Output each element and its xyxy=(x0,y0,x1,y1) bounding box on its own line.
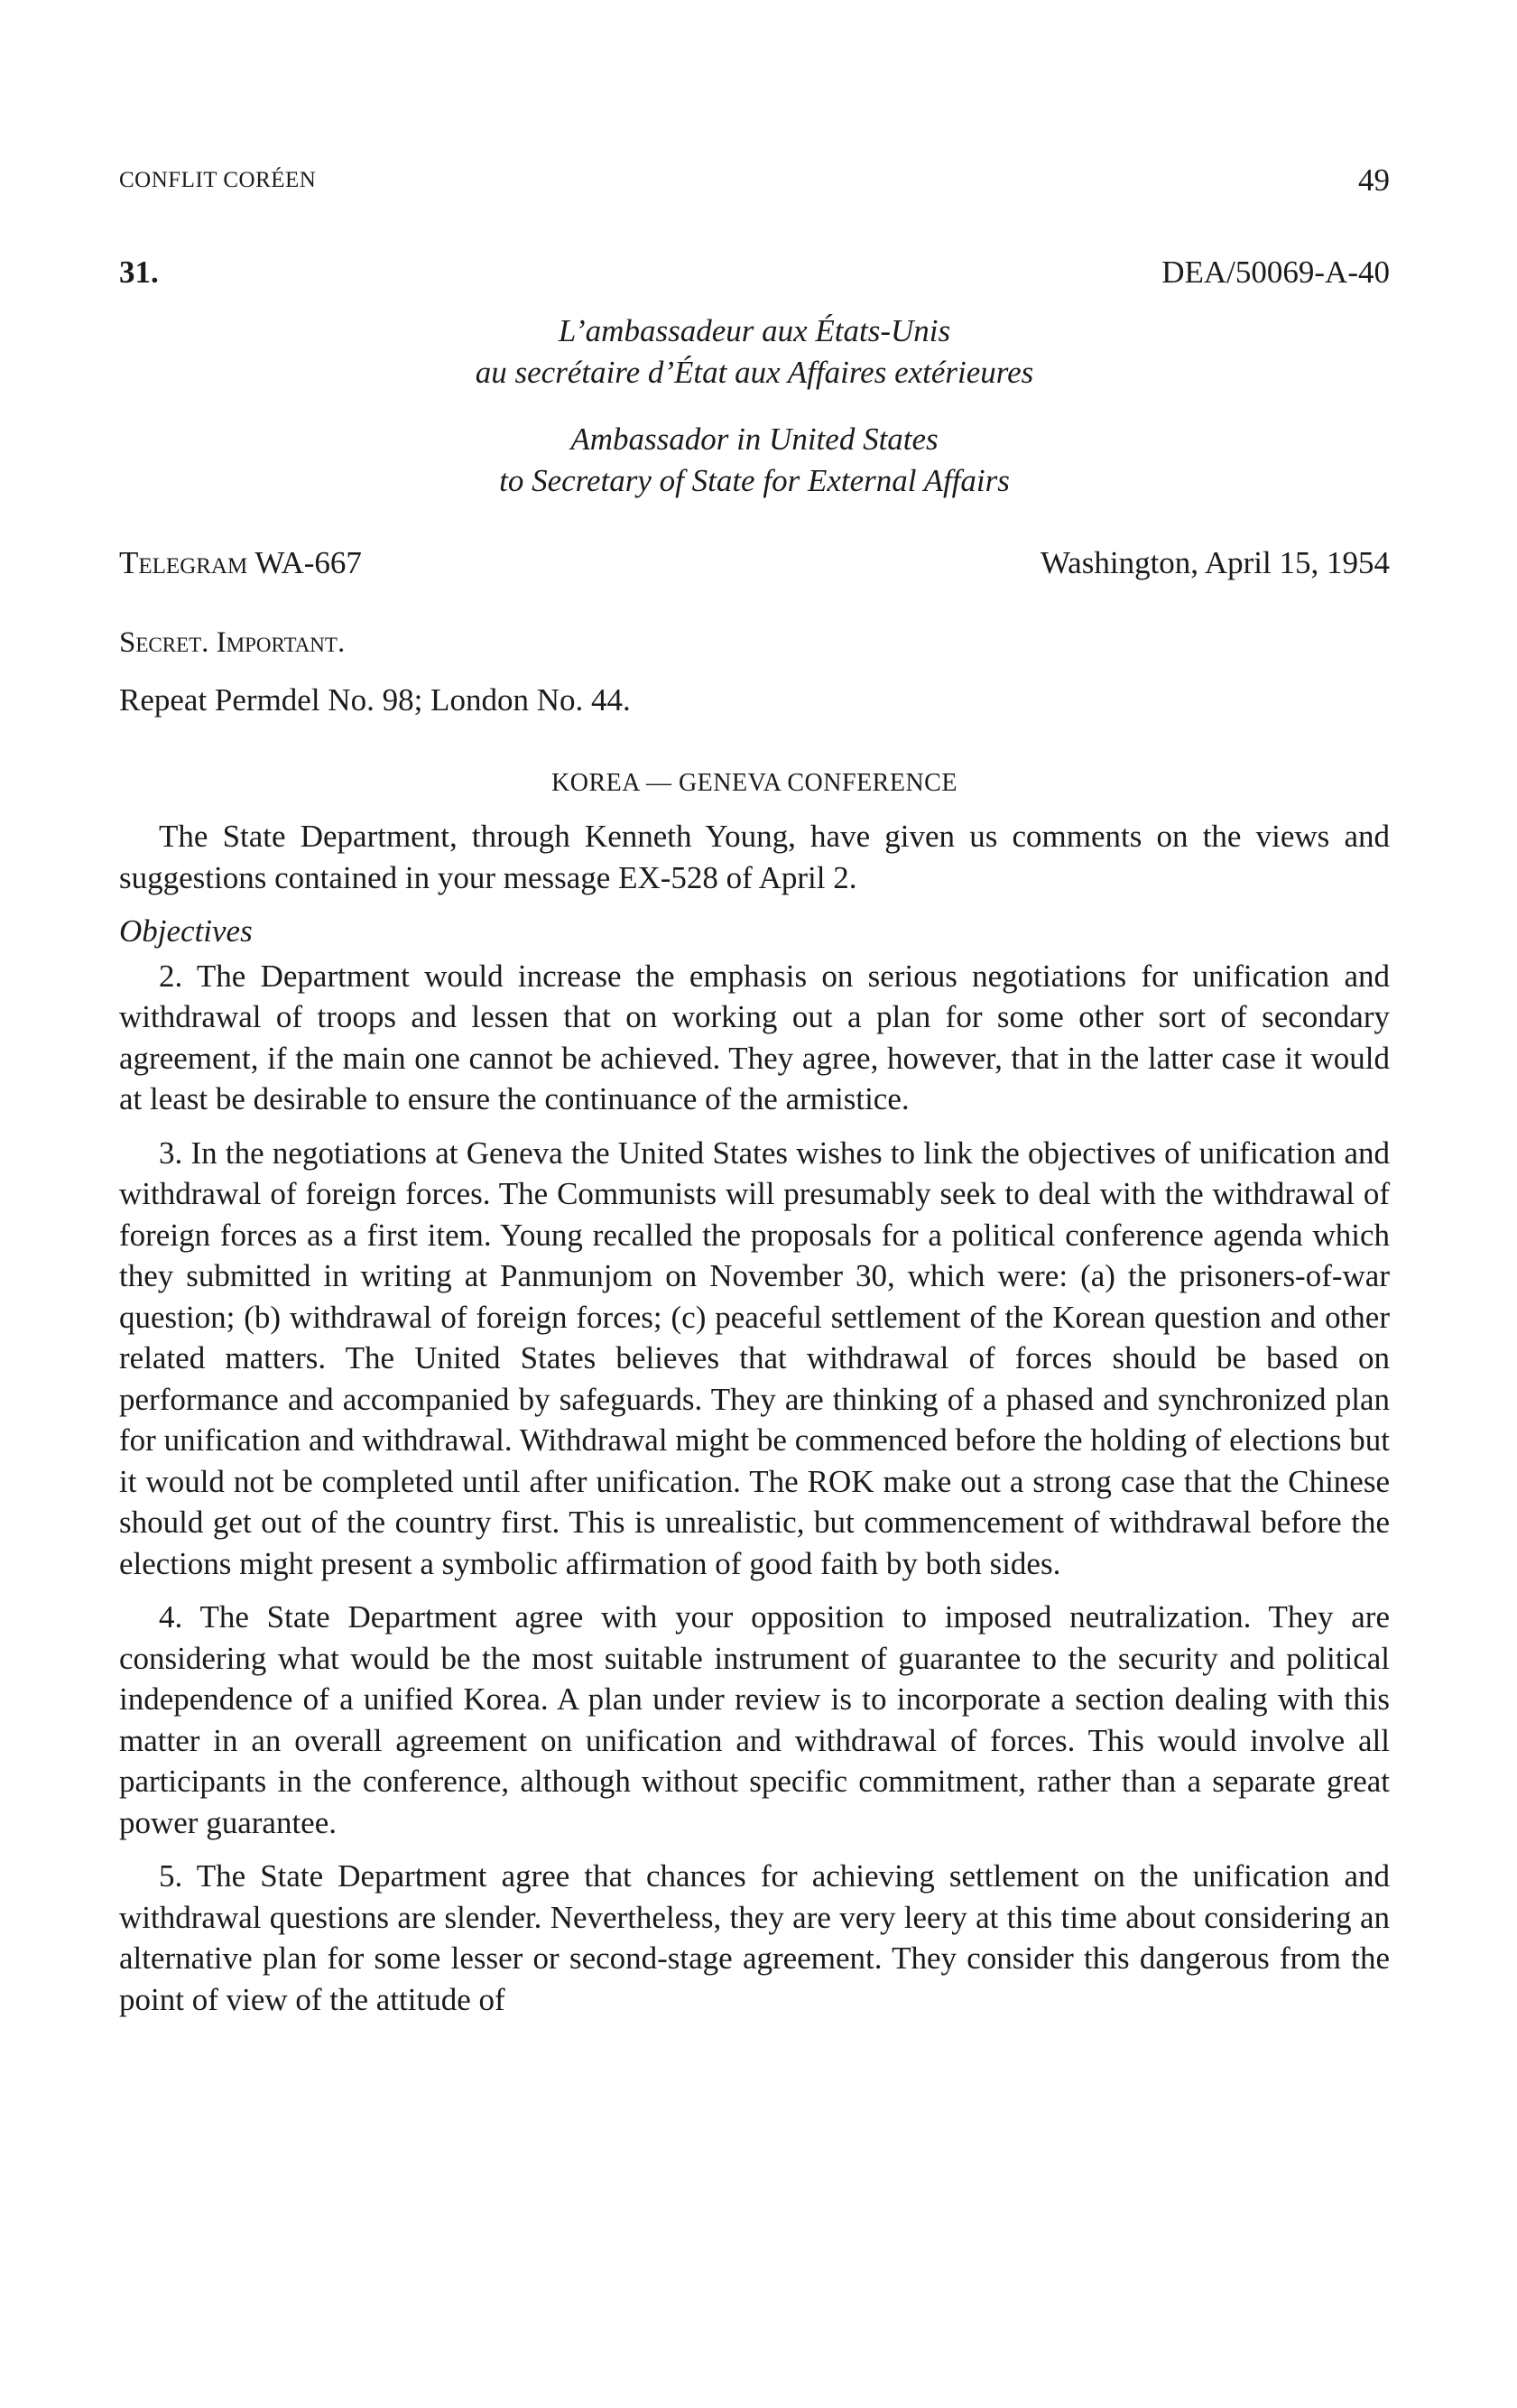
running-head: CONFLIT CORÉEN xyxy=(119,168,317,192)
place-date: Washington, April 15, 1954 xyxy=(1040,545,1390,580)
repeat-line: Repeat Permdel No. 98; London No. 44. xyxy=(119,682,631,718)
document-titles xyxy=(119,310,1390,502)
paragraph-intro: The State Department, through Kenneth Young, have given us comments on the views and suggestions contained in your message EX-528 of April 2. xyxy=(119,819,1390,895)
telegram-id: Telegram WA-667 xyxy=(119,545,362,580)
classification: Secret. Important. xyxy=(119,626,346,659)
section-heading-objectives: Objectives xyxy=(119,913,253,949)
title-english xyxy=(119,419,1390,502)
telegram-line xyxy=(119,545,1390,590)
title-french xyxy=(119,310,1390,394)
document-reference: DEA/50069-A-40 xyxy=(1161,255,1390,290)
paragraph-2: 2. The Department would increase the emphasis on serious negotiations for unification and withdrawal of troops and lessen that on working out a plan for some other sort of secondary agreement, if the main one cannot be achieved. They agree, however, that in the latter case it would at least be desirable to ensure the continuance of the armistice. xyxy=(119,958,1390,1116)
title-english-line-1: Ambassador in United States xyxy=(570,421,939,457)
page-header xyxy=(119,162,1390,206)
title-english-line-2: to Secretary of State for External Affairs xyxy=(499,463,1010,498)
title-french-line-2: au secrétaire d’État aux Affaires extérieures xyxy=(475,355,1034,390)
document-number: 31. xyxy=(119,255,159,290)
page-number: 49 xyxy=(1358,162,1390,198)
paragraph-3: 3. In the negotiations at Geneva the United States wishes to link the objectives of unification and withdrawal of foreign forces. The Communists will presumably seek to deal with the withdrawal of foreign forces as a first item. Young recalled the proposals for a political conference agenda which they submitted in writing at Panmunjom on November 30, which were: (a) the prisoners-of-war question; (b) withdrawal of foreign forces; (c) peaceful settlement of the Korean question and other related matters. The United States believes that withdrawal of forces should be based on performance and accompanied by safeguards. They are thinking of a phased and synchronized plan for unification and withdrawal. Withdrawal might be commenced before the holding of elections but it would not be completed until after unification. The ROK make out a strong case that the Chinese should get out of the country first. This is unrealistic, but commencement of withdrawal before the elections might present a symbolic affirmation of good faith by both sides. xyxy=(119,1135,1390,1581)
subject-heading: KOREA — GENEVA CONFERENCE xyxy=(551,769,957,797)
body-text xyxy=(119,816,1390,2033)
paragraph-4: 4. The State Department agree with your opposition to imposed neutralization. They are considering what would be the most suitable instrument of guarantee to the security and political independence of a unified Korea. A plan under review is to incorporate a section dealing with this matter in an overall agreement on unification and withdrawal of forces. This would involve all participants in the conference, although without specific commitment, rather than a separate great power guarantee. xyxy=(119,1599,1390,1840)
title-french-line-1: L’ambassadeur aux États-Unis xyxy=(558,313,951,348)
document-id-line xyxy=(119,255,1390,300)
paragraph-5: 5. The State Department agree that chances for achieving settlement on the unification and withdrawal questions are slender. Nevertheless, they are very leery at this time about considering an alternative plan for some lesser or second-stage agreement. They consider this dangerous from the point of view of the attitude of xyxy=(119,1858,1390,2017)
